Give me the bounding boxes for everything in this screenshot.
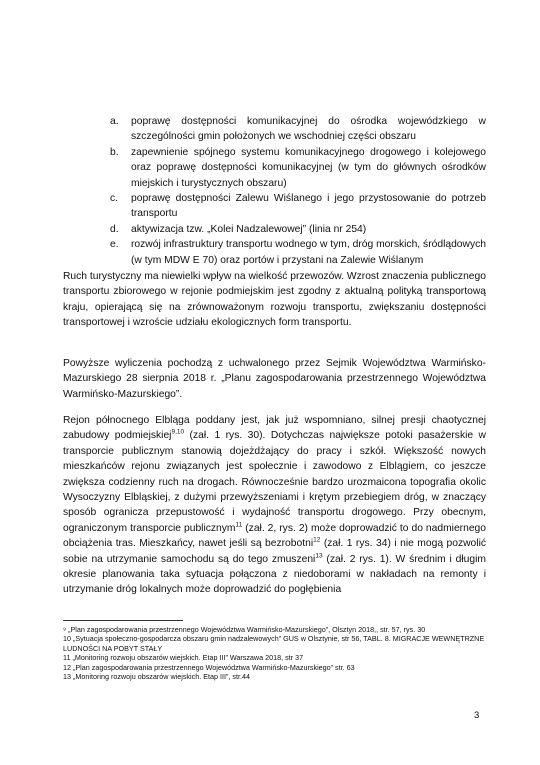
list-item-text: rozwój infrastruktury transportu wodnego w tym, dróg morskich, śródlądowych (w tym MDW E 70) oraz portów i przystani na Zalewie Wiślanym xyxy=(131,239,486,266)
list-marker: d. xyxy=(110,223,119,235)
list-item xyxy=(110,237,486,268)
footnote-ref: 11 xyxy=(235,521,243,529)
footnote-ref: 9,10 xyxy=(171,428,185,436)
paragraph-text: Rejon północnego Elbląga poddany jest, jak już wspomniano, silnej presji chaotycznej zabudowy podmiejskiej xyxy=(63,415,486,442)
paragraph-text: (zał. 1 rys. 34) i nie mogą pozwolić sobie na utrzymanie samochodu są do tego zmuszeni xyxy=(63,538,487,565)
paragraph-elblag xyxy=(63,413,486,598)
list-item-text: zapewnienie spójnego systemu komunikacyjnego drogowego i kolejowego oraz poprawę dostępności komunikacyjnej (w tym do głównych ośrodków miejskich i turystycznych obszaru) xyxy=(131,146,486,189)
list-item xyxy=(110,145,486,191)
footnote-ref: 13 xyxy=(315,552,323,560)
list-item-text: poprawę dostępności Zalewu Wiślanego i jego przystosowanie do potrzeb transportu xyxy=(131,193,486,220)
goals-list xyxy=(110,114,486,268)
paragraph-tourism: Ruch turystyczny ma niewielki wpływ na wielkość przewozów. Wzrost znaczenia publicznego transportu zbiorowego w rejonie podmiejskim jest zgodny z aktualną polityką transportową kraju, opierającą się na zrównoważonym rozwoju transportu, zwiększaniu dostępności transportowej i wzroście udziału ekologicznych form transportu. xyxy=(63,271,486,329)
list-item xyxy=(110,222,486,237)
footnote: ⁹ „Plan zagospodarowania przestrzennego Województwa Warmińsko-Mazurskiego”, Olsztyn 2018,, str. 57, rys. 30 xyxy=(63,625,426,634)
paragraph-text: (zał. 2, rys. 2) może doprowadzić to do nadmiernego obciążenia tras. Mieszkańcy, nawet jeśli są bezrobotni xyxy=(63,522,487,550)
list-item xyxy=(110,191,486,222)
list-item-text: aktywizacja tzw. „Kolei Nadzalewowej” (linia nr 254) xyxy=(131,223,367,235)
paragraph-text: (zał. 2 rys. 1). W średnim i długim okresie planowania taka sytuacja połączona z niedoborami w nakładach na remonty i utrzymanie dróg lokalnych może doprowadzić do pogłębienia xyxy=(63,553,486,596)
paragraph-text: (zał. 1 rys. 30). Dotychczas największe potoki pasażerskie w transporcie publicznym stanowią dojeżdżający do pracy i szkół. Większość nowych mieszkańców rejonu związanych jest społecznie i zawodowo z Elblągiem, co jeszcze zwiększa codzienny ruch na drogach. Równocześnie bardzo urozmaicona topografia okolic Wysoczyzny Elbląskiej, z dużymi przewyższeniami i krętym przebiegiem dróg, w znaczący sposób ogranicza przepustowość i wydajność transportu drogowego. Przy obecnym, ograniczonym transporcie publicznym xyxy=(63,430,486,534)
footnote: 12 „Plan zagospodarowania przestrzennego Województwa Warmińsko-Mazurskiego” str. 63 xyxy=(63,662,355,672)
list-marker: c. xyxy=(110,193,119,205)
footnote-ref: 12 xyxy=(313,536,321,544)
list-marker: b. xyxy=(110,146,119,158)
paragraph-source: Powyższe wyliczenia pochodzą z uchwalonego przez Sejmik Województwa Warmińsko-Mazurskiego 28 sierpnia 2018 r. „Planu zagospodarowania przestrzennego Województwa Warmińsko-Mazurskiego”. xyxy=(63,358,486,400)
page-number: 3 xyxy=(474,710,480,721)
footnotes xyxy=(63,625,486,681)
list-item xyxy=(110,114,486,145)
list-item-text: poprawę dostępności komunikacyjnej do ośrodka wojewódzkiego w szczególności gmin położonych we wschodniej części obszaru xyxy=(131,116,486,143)
list-marker: a. xyxy=(110,116,119,127)
footnote: 10 „Sytuacja społeczno-gospodarcza obszaru gmin nadzalewowych” GUS w Olsztynie, str 56, TABL. 8. MIGRACJE WEWNĘTRZNE LUDNOŚCI NA POBYT STAŁY xyxy=(63,634,485,653)
list-marker: e. xyxy=(110,239,119,251)
footnote-separator xyxy=(63,620,183,621)
footnote: 13 „Monitoring rozwoju obszarów wiejskich. Etap III”, str.44 xyxy=(63,672,250,682)
footnote: 11 „Monitoring rozwoju obszarów wiejskich. Etap III” Warszawa 2018, str 37 xyxy=(63,653,304,663)
